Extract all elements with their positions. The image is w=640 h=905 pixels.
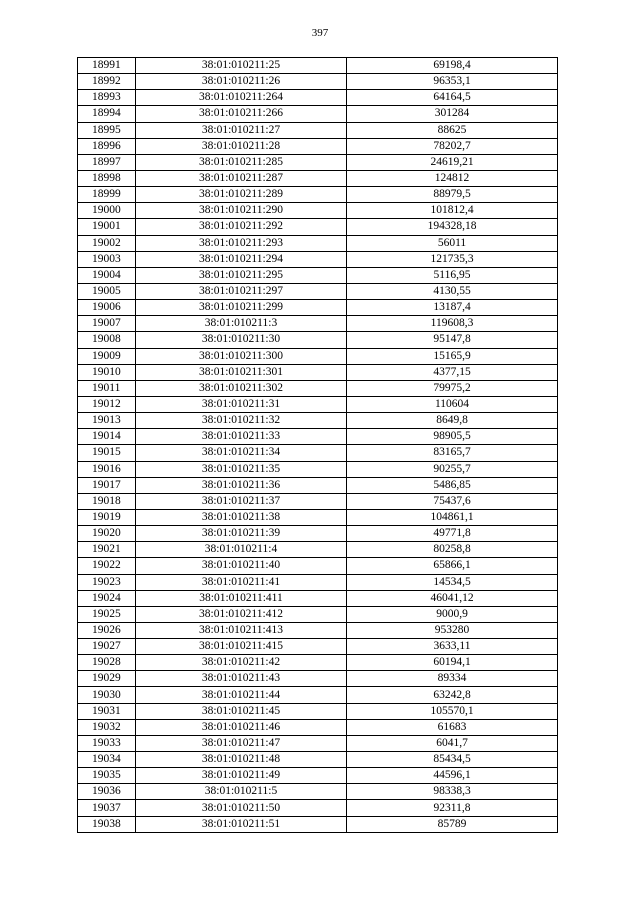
row-number-cell: 19023 — [78, 574, 136, 590]
row-number-cell: 19008 — [78, 332, 136, 348]
table-row — [78, 413, 558, 429]
cadastral-number-cell: 38:01:010211:264 — [136, 90, 347, 106]
table-row — [78, 203, 558, 219]
cadastral-number-cell: 38:01:010211:51 — [136, 816, 347, 832]
cadastral-number-cell: 38:01:010211:297 — [136, 283, 347, 299]
row-number-cell: 19028 — [78, 655, 136, 671]
cadastral-number-cell: 38:01:010211:28 — [136, 138, 347, 154]
cadastral-number-cell: 38:01:010211:266 — [136, 106, 347, 122]
row-number-cell: 19035 — [78, 768, 136, 784]
value-cell: 96353,1 — [347, 74, 558, 90]
row-number-cell: 19010 — [78, 364, 136, 380]
row-number-cell: 19011 — [78, 380, 136, 396]
value-cell: 105570,1 — [347, 703, 558, 719]
cadastral-number-cell: 38:01:010211:293 — [136, 235, 347, 251]
table-row — [78, 170, 558, 186]
value-cell: 4130,55 — [347, 283, 558, 299]
cadastral-number-cell: 38:01:010211:38 — [136, 509, 347, 525]
value-cell: 14534,5 — [347, 574, 558, 590]
cadastral-number-cell: 38:01:010211:42 — [136, 655, 347, 671]
cadastral-number-cell: 38:01:010211:301 — [136, 364, 347, 380]
table-row — [78, 800, 558, 816]
value-cell: 119608,3 — [347, 316, 558, 332]
value-cell: 194328,18 — [347, 219, 558, 235]
table-row — [78, 784, 558, 800]
value-cell: 6041,7 — [347, 735, 558, 751]
cadastral-number-cell: 38:01:010211:45 — [136, 703, 347, 719]
cadastral-number-cell: 38:01:010211:412 — [136, 606, 347, 622]
table-row — [78, 687, 558, 703]
cadastral-number-cell: 38:01:010211:294 — [136, 251, 347, 267]
cadastral-number-cell: 38:01:010211:411 — [136, 590, 347, 606]
row-number-cell: 19009 — [78, 348, 136, 364]
value-cell: 89334 — [347, 671, 558, 687]
row-number-cell: 19017 — [78, 477, 136, 493]
table-row — [78, 768, 558, 784]
table-row — [78, 251, 558, 267]
table-row — [78, 816, 558, 832]
table-row — [78, 735, 558, 751]
cadastral-number-cell: 38:01:010211:39 — [136, 526, 347, 542]
cadastral-number-cell: 38:01:010211:34 — [136, 445, 347, 461]
cadastral-number-cell: 38:01:010211:285 — [136, 154, 347, 170]
value-cell: 3633,11 — [347, 639, 558, 655]
table-row — [78, 267, 558, 283]
cadastral-number-cell: 38:01:010211:287 — [136, 170, 347, 186]
table-row — [78, 106, 558, 122]
value-cell: 90255,7 — [347, 461, 558, 477]
value-cell: 24619,21 — [347, 154, 558, 170]
cadastral-number-cell: 38:01:010211:292 — [136, 219, 347, 235]
table-row — [78, 526, 558, 542]
row-number-cell: 19020 — [78, 526, 136, 542]
row-number-cell: 19004 — [78, 267, 136, 283]
table-row — [78, 187, 558, 203]
cadastral-number-cell: 38:01:010211:37 — [136, 493, 347, 509]
cadastral-number-cell: 38:01:010211:413 — [136, 622, 347, 638]
row-number-cell: 19014 — [78, 429, 136, 445]
row-number-cell: 18998 — [78, 170, 136, 186]
cadastral-number-cell: 38:01:010211:32 — [136, 413, 347, 429]
row-number-cell: 19002 — [78, 235, 136, 251]
table-body — [78, 58, 558, 833]
table-row — [78, 58, 558, 74]
cadastral-number-cell: 38:01:010211:49 — [136, 768, 347, 784]
row-number-cell: 19037 — [78, 800, 136, 816]
row-number-cell: 19034 — [78, 752, 136, 768]
row-number-cell: 19007 — [78, 316, 136, 332]
cadastral-number-cell: 38:01:010211:289 — [136, 187, 347, 203]
page-number: 397 — [311, 27, 329, 39]
cadastral-number-cell: 38:01:010211:36 — [136, 477, 347, 493]
table-row — [78, 154, 558, 170]
row-number-cell: 19000 — [78, 203, 136, 219]
row-number-cell: 19030 — [78, 687, 136, 703]
row-number-cell: 19032 — [78, 719, 136, 735]
table-row — [78, 655, 558, 671]
row-number-cell: 19005 — [78, 283, 136, 299]
row-number-cell: 19033 — [78, 735, 136, 751]
row-number-cell: 19022 — [78, 558, 136, 574]
row-number-cell: 19019 — [78, 509, 136, 525]
table-row — [78, 493, 558, 509]
value-cell: 301284 — [347, 106, 558, 122]
value-cell: 88979,5 — [347, 187, 558, 203]
table-row — [78, 671, 558, 687]
cadastral-number-cell: 38:01:010211:27 — [136, 122, 347, 138]
row-number-cell: 19016 — [78, 461, 136, 477]
cadastral-number-cell: 38:01:010211:50 — [136, 800, 347, 816]
value-cell: 92311,8 — [347, 800, 558, 816]
table-row — [78, 461, 558, 477]
row-number-cell: 19036 — [78, 784, 136, 800]
row-number-cell: 19031 — [78, 703, 136, 719]
cadastral-number-cell: 38:01:010211:5 — [136, 784, 347, 800]
cadastral-number-cell: 38:01:010211:4 — [136, 542, 347, 558]
value-cell: 104861,1 — [347, 509, 558, 525]
value-cell: 56011 — [347, 235, 558, 251]
row-number-cell: 19025 — [78, 606, 136, 622]
cadastral-number-cell: 38:01:010211:33 — [136, 429, 347, 445]
row-number-cell: 19026 — [78, 622, 136, 638]
value-cell: 5486,85 — [347, 477, 558, 493]
table-row — [78, 542, 558, 558]
table-row — [78, 300, 558, 316]
value-cell: 4377,15 — [347, 364, 558, 380]
value-cell: 80258,8 — [347, 542, 558, 558]
row-number-cell: 18994 — [78, 106, 136, 122]
table-row — [78, 719, 558, 735]
row-number-cell: 18997 — [78, 154, 136, 170]
row-number-cell: 19001 — [78, 219, 136, 235]
value-cell: 61683 — [347, 719, 558, 735]
table-row — [78, 316, 558, 332]
value-cell: 44596,1 — [347, 768, 558, 784]
row-number-cell: 18993 — [78, 90, 136, 106]
value-cell: 69198,4 — [347, 58, 558, 74]
table-row — [78, 477, 558, 493]
value-cell: 79975,2 — [347, 380, 558, 396]
row-number-cell: 19021 — [78, 542, 136, 558]
table-row — [78, 283, 558, 299]
value-cell: 124812 — [347, 170, 558, 186]
value-cell: 49771,8 — [347, 526, 558, 542]
table-row — [78, 558, 558, 574]
cadastral-number-cell: 38:01:010211:31 — [136, 396, 347, 412]
cadastral-number-cell: 38:01:010211:299 — [136, 300, 347, 316]
value-cell: 64164,5 — [347, 90, 558, 106]
row-number-cell: 19012 — [78, 396, 136, 412]
cadastral-number-cell: 38:01:010211:415 — [136, 639, 347, 655]
table-row — [78, 590, 558, 606]
cadastral-number-cell: 38:01:010211:30 — [136, 332, 347, 348]
value-cell: 83165,7 — [347, 445, 558, 461]
row-number-cell: 18991 — [78, 58, 136, 74]
row-number-cell: 18999 — [78, 187, 136, 203]
row-number-cell: 19038 — [78, 816, 136, 832]
value-cell: 13187,4 — [347, 300, 558, 316]
table-row — [78, 429, 558, 445]
value-cell: 110604 — [347, 396, 558, 412]
row-number-cell: 19029 — [78, 671, 136, 687]
cadastral-table — [77, 57, 558, 833]
cadastral-number-cell: 38:01:010211:43 — [136, 671, 347, 687]
value-cell: 63242,8 — [347, 687, 558, 703]
value-cell: 953280 — [347, 622, 558, 638]
value-cell: 85434,5 — [347, 752, 558, 768]
row-number-cell: 19018 — [78, 493, 136, 509]
value-cell: 98338,3 — [347, 784, 558, 800]
table-row — [78, 332, 558, 348]
value-cell: 78202,7 — [347, 138, 558, 154]
table-row — [78, 235, 558, 251]
value-cell: 85789 — [347, 816, 558, 832]
cadastral-number-cell: 38:01:010211:46 — [136, 719, 347, 735]
cadastral-number-cell: 38:01:010211:25 — [136, 58, 347, 74]
value-cell: 98905,5 — [347, 429, 558, 445]
row-number-cell: 18995 — [78, 122, 136, 138]
cadastral-number-cell: 38:01:010211:300 — [136, 348, 347, 364]
value-cell: 46041,12 — [347, 590, 558, 606]
cadastral-number-cell: 38:01:010211:3 — [136, 316, 347, 332]
table-row — [78, 606, 558, 622]
value-cell: 5116,95 — [347, 267, 558, 283]
table-row — [78, 396, 558, 412]
table-row — [78, 574, 558, 590]
cadastral-number-cell: 38:01:010211:47 — [136, 735, 347, 751]
row-number-cell: 19024 — [78, 590, 136, 606]
table-row — [78, 703, 558, 719]
table-row — [78, 622, 558, 638]
row-number-cell: 18996 — [78, 138, 136, 154]
table-row — [78, 380, 558, 396]
table-row — [78, 74, 558, 90]
row-number-cell: 19027 — [78, 639, 136, 655]
cadastral-number-cell: 38:01:010211:35 — [136, 461, 347, 477]
value-cell: 75437,6 — [347, 493, 558, 509]
value-cell: 15165,9 — [347, 348, 558, 364]
value-cell: 9000,9 — [347, 606, 558, 622]
value-cell: 121735,3 — [347, 251, 558, 267]
row-number-cell: 19013 — [78, 413, 136, 429]
table-row — [78, 445, 558, 461]
row-number-cell: 19015 — [78, 445, 136, 461]
table-row — [78, 639, 558, 655]
value-cell: 95147,8 — [347, 332, 558, 348]
cadastral-number-cell: 38:01:010211:44 — [136, 687, 347, 703]
cadastral-number-cell: 38:01:010211:41 — [136, 574, 347, 590]
table-row — [78, 219, 558, 235]
value-cell: 60194,1 — [347, 655, 558, 671]
table-row — [78, 752, 558, 768]
row-number-cell: 19003 — [78, 251, 136, 267]
row-number-cell: 18992 — [78, 74, 136, 90]
value-cell: 101812,4 — [347, 203, 558, 219]
cadastral-number-cell: 38:01:010211:26 — [136, 74, 347, 90]
row-number-cell: 19006 — [78, 300, 136, 316]
table-row — [78, 90, 558, 106]
value-cell: 88625 — [347, 122, 558, 138]
value-cell: 65866,1 — [347, 558, 558, 574]
table-row — [78, 122, 558, 138]
cadastral-number-cell: 38:01:010211:302 — [136, 380, 347, 396]
cadastral-number-cell: 38:01:010211:48 — [136, 752, 347, 768]
table-row — [78, 348, 558, 364]
cadastral-number-cell: 38:01:010211:40 — [136, 558, 347, 574]
table-row — [78, 138, 558, 154]
table-row — [78, 364, 558, 380]
cadastral-number-cell: 38:01:010211:295 — [136, 267, 347, 283]
table-row — [78, 509, 558, 525]
value-cell: 8649,8 — [347, 413, 558, 429]
cadastral-number-cell: 38:01:010211:290 — [136, 203, 347, 219]
